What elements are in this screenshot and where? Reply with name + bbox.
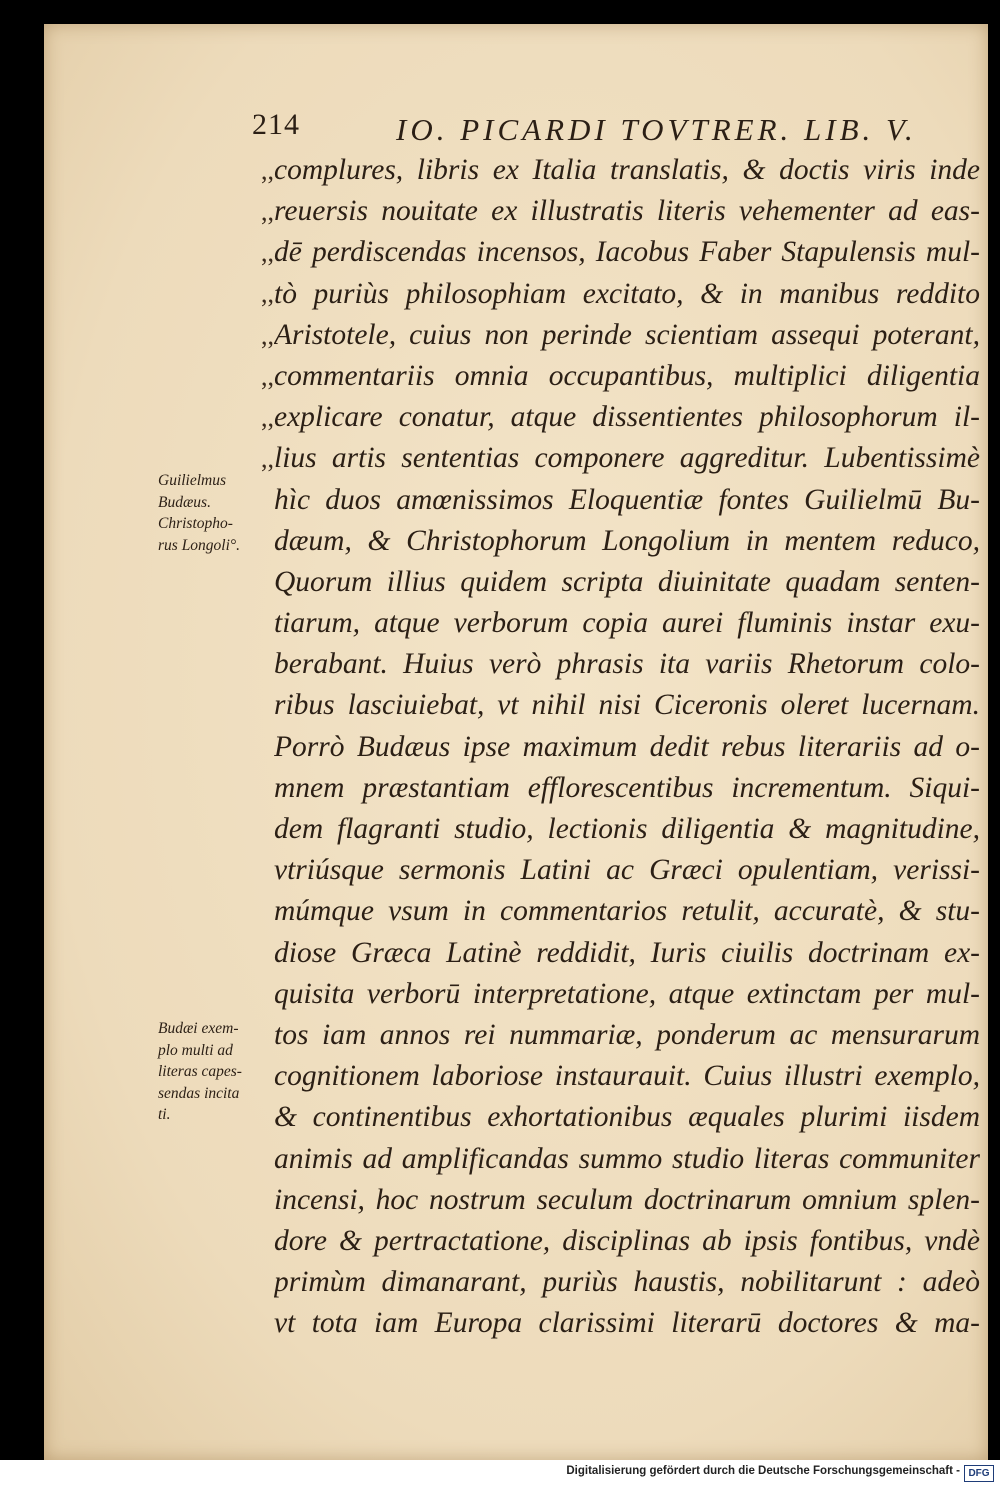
text-line: dem flagranti studio, lectionis diligentia & magnitudine, [274,813,980,845]
text-line: mnem præstantiam efflorescentibus incrementum. Siqui- [274,771,980,804]
text-line: incensi, hoc nostrum seculum doctrinarum omnium splen- [274,1183,980,1216]
text-line: hìc duos amœnissimos Eloquentiæ fontes Guilielmū Bu- [274,483,980,516]
dfg-logo: DFG [964,1465,994,1482]
text-line: múmque vsum in commentarios retulit, accuratè, & stu- [274,895,980,928]
digitization-footer [0,1460,1000,1488]
book-page [44,24,988,1460]
margin-note-line: literas capes- [158,1063,242,1080]
text-line: Aristotele, cuius non perinde scientiam assequi poterant, [274,318,980,351]
margin-note-line: Guilielmus [158,472,227,489]
body-text [274,150,980,1344]
margin-note-budaeus-longolius [158,470,268,556]
quote-mark: ,, [261,321,274,350]
text-line: Porrò Budæus ipse maximum dedit rebus literariis ad o- [274,730,980,763]
margin-note-line: Budæi exem- [158,1020,239,1037]
quote-mark: ,, [261,238,274,267]
text-line: ribus lasciuiebat, vt nihil nisi Ciceronis oleret lucernam. [274,689,980,722]
quote-mark: ,, [261,362,274,391]
quote-mark: ,, [261,197,274,226]
margin-note-line: Budæus. [158,493,211,511]
text-line: explicare conatur, atque dissentientes philosophorum il- [274,401,980,434]
text-line: cognitionem laboriose instaurauit. Cuius illustri exemplo, [274,1060,980,1093]
margin-note-line: plo multi ad [158,1041,233,1059]
margin-note-budaei-exemplo [158,1018,268,1126]
quote-mark: ,, [261,403,274,432]
text-line: primùm dimanarant, puriùs haustis, nobilitarunt : adeò [274,1266,980,1299]
text-line: lius artis sententias componere aggreditur. Lubentissimè [274,442,980,475]
text-line: tiarum, atque verborum copia aurei fluminis instar exu- [274,607,980,640]
text-line: animis ad amplificandas summo studio literas communiter [274,1142,980,1175]
text-line: diose Græca Latinè reddidit, Iuris ciuilis doctrinam ex- [274,936,980,969]
text-line: berabant. Huius verò phrasis ita variis Rhetorum colo- [274,648,980,681]
text-line: & continentibus exhortationibus æquales plurimi iisdem [274,1101,980,1134]
page-number: 214 [252,108,300,141]
text-line: vt tota iam Europa clarissimi literarū doctores & ma- [274,1307,980,1340]
text-line: quisita verborū interpretatione, atque extinctam per mul- [274,977,980,1010]
text-line: dæum, & Christophorum Longolium in mentem reduco, [274,524,980,557]
text-line: commentariis omnia occupantibus, multiplici diligentia [274,359,980,392]
margin-note-line: rus Longoli°. [158,536,240,554]
text-line: dē perdiscendas incensos, Iacobus Faber Stapulensis mul- [274,236,980,269]
margin-note-line: Christopho- [158,515,233,532]
quote-mark: ,, [261,444,274,473]
margin-note-line: sendas incita [158,1084,240,1102]
text-line: tò puriùs philosophiam excitato, & in manibus reddito [274,277,980,310]
text-line: vtriúsque sermonis Latini ac Græci opulentiam, verissi- [274,854,980,887]
quote-mark: ,, [261,279,274,308]
quote-mark: ,, [261,156,274,185]
margin-note-line: ti. [158,1106,171,1123]
text-line: complures, libris ex Italia translatis, & doctis viris inde [274,154,980,186]
funding-credit: Digitalisierung gefördert durch die Deutsche Forschungsgemeinschaft - [566,1465,960,1477]
text-line: Quorum illius quidem scripta diuinitate quadam senten- [274,565,980,598]
text-line: dore & pertractatione, disciplinas ab ipsis fontibus, vndè [274,1224,980,1257]
text-line: reuersis nouitate ex illustratis literis vehementer ad eas- [274,195,980,228]
text-line: tos iam annos rei nummariæ, ponderum ac mensurarum [274,1018,980,1051]
running-head: IO. PICARDI TOVTRER. LIB. V. [396,112,917,147]
